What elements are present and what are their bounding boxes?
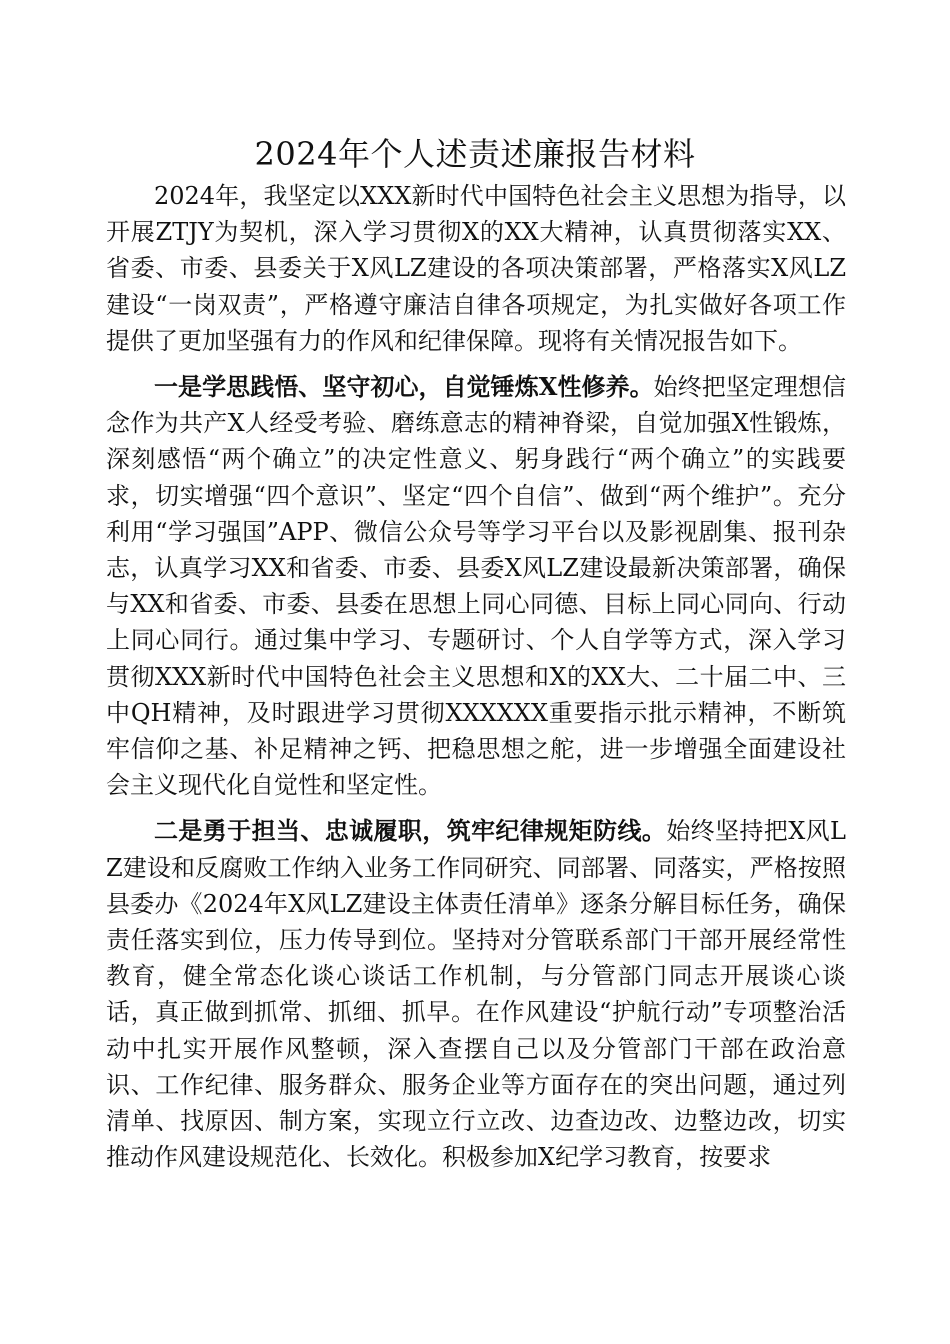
paragraph-lead: 二是勇于担当、忠诚履职，筑牢纪律规矩防线。 — [154, 816, 667, 846]
document-body — [106, 178, 846, 1175]
paragraph-lead: 一是学思践悟、坚守初心，自觉锤炼X性修养。 — [154, 372, 654, 402]
document-title: 2024年个人述责述廉报告材料 — [254, 135, 696, 173]
paragraph-section-2 — [106, 813, 846, 1175]
paragraph-text: 始终坚持把X风LZ建设和反腐败工作纳入业务工作同研究、同部署、同落实，严格按照县委办《2024年X风LZ建设主体责任清单》逐条分解目标任务，确保责任落实到位，压力传导到位。坚持对分管联系部门干部开展经常性教育，健全常态化谈心谈话工作机制，与分管部门同志开展谈心谈话，真正做到抓常、抓细、抓早。在作风建设“护航行动”专项整治活动中扎实开展作风整顿，深入查摆自己以及分管部门干部在政治意识、工作纪律、服务群众、服务企业等方面存在的突出问题，通过列清单、找原因、制方案，实现立行立改、边查边改、边整边改，切实推动作风建设规范化、长效化。积极参加X纪学习教育，按要求 — [106, 817, 846, 1172]
paragraph-text: 始终把坚定理想信念作为共产X人经受考验、磨练意志的精神脊梁，自觉加强X性锻炼，深刻感悟“两个确立”的决定性意义、躬身践行“两个确立”的实践要求，切实增强“四个意识”、坚定“四个自信”、做到“两个维护”。充分利用“学习强国”APP、微信公众号等学习平台以及影视剧集、报刊杂志，认真学习XX和省委、市委、县委X风LZ建设最新决策部署，确保与XX和省委、市委、县委在思想上同心同德、目标上同心同向、行动上同心同行。通过集中学习、专题研讨、个人自学等方式，深入学习贯彻XXX新时代中国特色社会主义思想和X的XX大、二十届二中、三中QH精神，及时跟进学习贯彻XXXXXX重要指示批示精神，不断筑牢信仰之基、补足精神之钙、把稳思想之舵，进一步增强全面建设社会主义现代化自觉性和坚定性。 — [106, 373, 846, 800]
paragraph-section-1 — [106, 369, 846, 803]
paragraph-intro — [106, 178, 846, 359]
paragraph-text: 2024年，我坚定以XXX新时代中国特色社会主义思想为指导，以开展ZTJY为契机，深入学习贯彻X的XX大精神，认真贯彻落实XX、省委、市委、县委关于X风LZ建设的各项决策部署，严格落实X风LZ建设“一岗双责”，严格遵守廉洁自律各项规定，为扎实做好各项工作提供了更加坚强有力的作风和纪律保障。现将有关情况报告如下。 — [106, 182, 846, 355]
